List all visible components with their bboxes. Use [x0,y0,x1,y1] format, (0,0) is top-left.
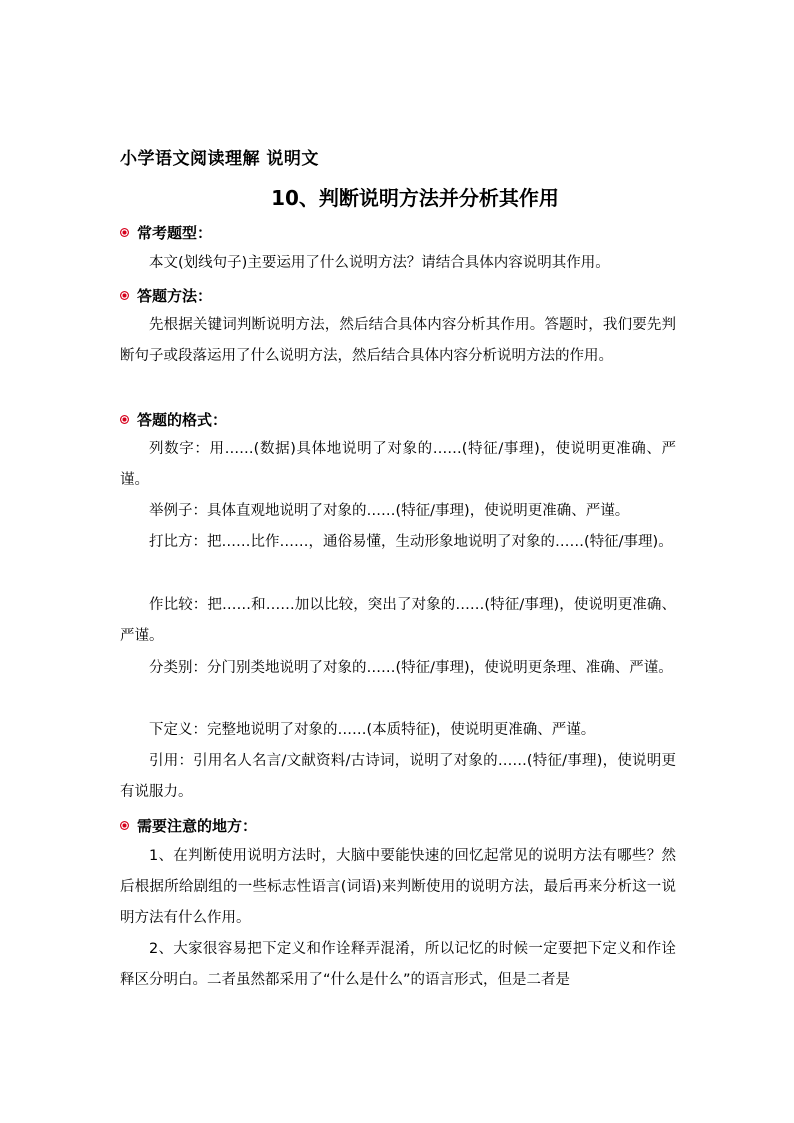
format-item-examples: 举例子：具体直观地说明了对象的……(特征/事理)，使说明更准确、严谨。 [149,503,630,519]
section-heading-notes [120,815,257,836]
format-item-list-numbers: 列数字：用……(数据)具体地说明了对象的……(特征/事理)，使说明更准确、严谨。 [120,441,676,488]
document-subtitle: 小学语文阅读理解 说明文 [120,149,319,169]
section-heading-label: 答题的格式： [137,411,228,429]
notes-item-2: 2、大家很容易把下定义和作诠释弄混淆，所以记忆的时候一定要把下定义和作诠释区分明白。二者虽然都采用了“什么是什么”的语言形式，但是二者是 [120,941,676,988]
notes-item-1: 1、在判断使用说明方法时，大脑中要能快速的回忆起常见的说明方法有哪些？然后根据所给剧组的一些标志性语言(词语)来判断使用的说明方法，最后再来分析这一说明方法有什么作用。 [120,848,676,926]
format-item-metaphor: 打比方：把……比作……，通俗易懂，生动形象地说明了对象的……(特征/事理)。 [149,534,673,550]
section-heading-label: 需要注意的地方： [137,817,258,835]
section-heading-label: 常考题型： [137,224,213,242]
format-item-comparison: 作比较：把……和……加以比较，突出了对象的……(特征/事理)，使说明更准确、严谨。 [120,597,676,644]
method-text: 先根据关键词判断说明方法，然后结合具体内容分析其作用。答题时，我们要先判断句子或段落运用了什么说明方法，然后结合具体内容分析说明方法的作用。 [120,317,676,364]
format-item-definition: 下定义：完整地说明了对象的……(本质特征)，使说明更准确、严谨。 [149,722,596,738]
section-heading-label: 答题方法： [137,287,213,305]
section-heading-question-type [120,222,212,243]
format-item-quotation: 引用：引用名人名言/文献资料/古诗词，说明了对象的……(特征/事理)，使说明更有说服力。 [120,753,676,800]
red-bullet-icon [120,415,129,424]
question-type-text: 本文(划线句子)主要运用了什么说明方法？请结合具体内容说明其作用。 [149,255,610,271]
red-bullet-icon [120,228,129,237]
format-item-classification: 分类别：分门别类地说明了对象的……(特征/事理)，使说明更条理、准确、严谨。 [149,660,673,676]
section-heading-method [120,285,212,306]
document-title: 10、判断说明方法并分析其作用 [271,186,559,210]
red-bullet-icon [120,291,129,300]
red-bullet-icon [120,821,129,830]
section-heading-format [120,409,227,430]
